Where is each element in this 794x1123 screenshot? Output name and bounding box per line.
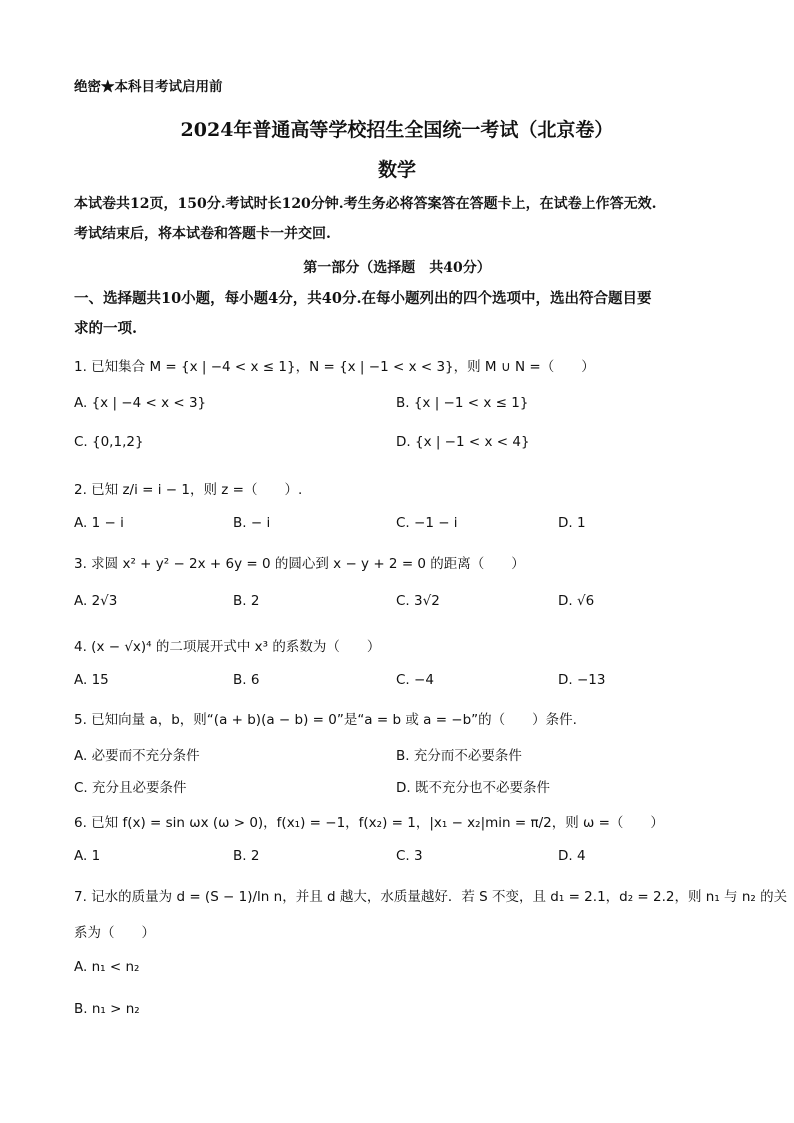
- intro-line-1: 本试卷共12页，150分.考试时长120分钟.考生务必将答案答在答题卡上，在试卷上作答无效.: [74, 196, 657, 212]
- question-2-option-c: C. −1 − i: [396, 515, 458, 531]
- question-5-option-c: C. 充分且必要条件: [74, 780, 187, 796]
- confidential-label: 绝密★本科目考试启用前: [74, 79, 223, 95]
- question-7-stem: 7. 记水的质量为 d = (S − 1)/ln n，并且 d 越大，水质量越好．若 S 不变，且 d₁ = 2.1，d₂ = 2.2，则 n₁ 与 n₂ 的关: [74, 889, 788, 905]
- section-instruction-1: 一、选择题共10小题，每小题4分，共40分.在每小题列出的四个选项中，选出符合题目要: [74, 290, 652, 307]
- question-5-option-a: A. 必要而不充分条件: [74, 748, 200, 764]
- question-7-option-a: A. n₁ < n₂: [74, 959, 140, 975]
- exam-title: 2024年普通高等学校招生全国统一考试（北京卷）: [180, 119, 614, 141]
- question-4-option-c: C. −4: [396, 672, 434, 688]
- question-4-option-d: D. −13: [558, 672, 606, 688]
- question-6-stem: 6. 已知 f(x) = sin ωx (ω > 0)，f(x₁) = −1，f(x₂) = 1，|x₁ − x₂|min = π/2，则 ω =（ ）: [74, 815, 664, 831]
- question-2-option-a: A. 1 − i: [74, 515, 124, 531]
- section-instruction-2: 求的一项.: [74, 320, 138, 337]
- question-6-option-a: A. 1: [74, 848, 101, 864]
- intro-line-2: 考试结束后，将本试卷和答题卡一并交回.: [74, 226, 331, 242]
- question-1-stem: 1. 已知集合 M = {x | −4 < x ≤ 1}，N = {x | −1 < x < 3}，则 M ∪ N =（ ）: [74, 359, 595, 375]
- question-3-option-a: A. 2√3: [74, 593, 118, 609]
- question-3-option-b: B. 2: [233, 593, 260, 609]
- question-1-option-c: C. {0,1,2}: [74, 434, 144, 450]
- question-7-option-b: B. n₁ > n₂: [74, 1001, 140, 1017]
- question-3-stem: 3. 求圆 x² + y² − 2x + 6y = 0 的圆心到 x − y + 2 = 0 的距离（ ）: [74, 556, 525, 572]
- question-3-option-c: C. 3√2: [396, 593, 440, 609]
- question-1-option-a: A. {x | −4 < x < 3}: [74, 395, 207, 411]
- question-3-option-d: D. √6: [558, 593, 595, 609]
- question-2-option-b: B. − i: [233, 515, 271, 531]
- subject-title: 数学: [377, 159, 416, 181]
- section-title: 第一部分（选择题 共40分）: [303, 260, 491, 276]
- question-6-option-c: C. 3: [396, 848, 423, 864]
- question-1-option-b: B. {x | −1 < x ≤ 1}: [396, 395, 529, 411]
- question-2-stem: 2. 已知 z/i = i − 1，则 z =（ ）.: [74, 482, 303, 498]
- question-5-option-d: D. 既不充分也不必要条件: [396, 780, 550, 796]
- question-1-option-d: D. {x | −1 < x < 4}: [396, 434, 530, 450]
- question-6-option-b: B. 2: [233, 848, 260, 864]
- question-4-stem: 4. (x − √x)⁴ 的二项展开式中 x³ 的系数为（ ）: [74, 639, 381, 655]
- question-5-stem: 5. 已知向量 a，b，则“(a + b)(a − b) = 0”是“a = b 或 a = −b”的（ ）条件.: [74, 712, 577, 728]
- question-7-stem-continued: 系为（ ）: [74, 925, 155, 941]
- question-2-option-d: D. 1: [558, 515, 586, 531]
- question-4-option-a: A. 15: [74, 672, 109, 688]
- question-4-option-b: B. 6: [233, 672, 260, 688]
- question-5-option-b: B. 充分而不必要条件: [396, 748, 522, 764]
- question-6-option-d: D. 4: [558, 848, 586, 864]
